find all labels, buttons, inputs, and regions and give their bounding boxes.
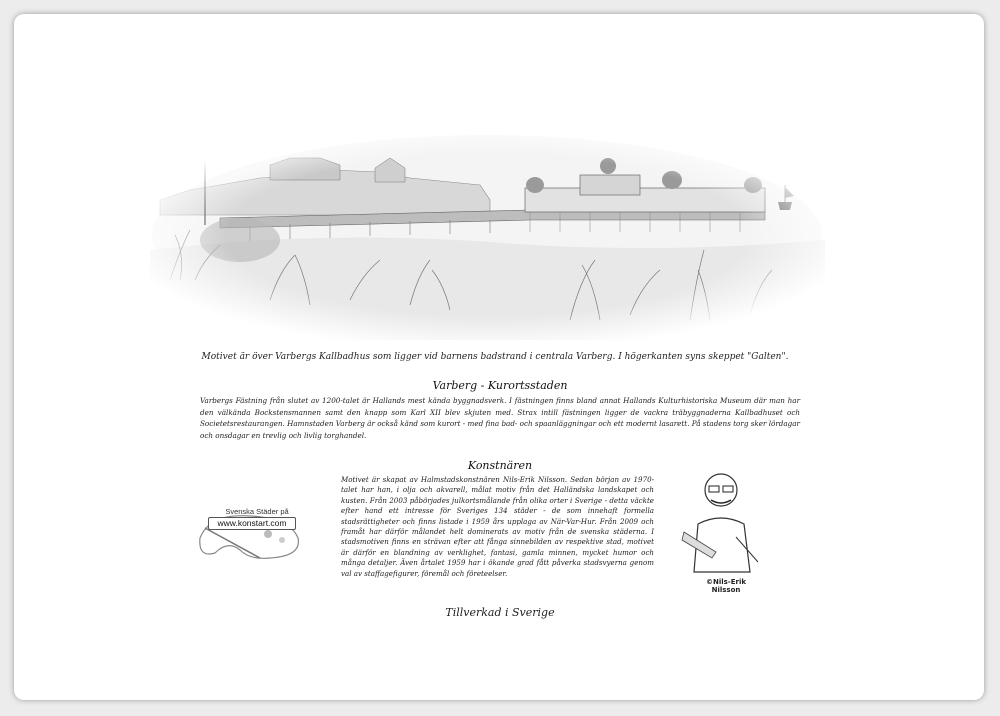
- artist-portrait-illustration: [676, 462, 766, 587]
- section-title-varberg: Varberg - Kurortsstaden: [432, 379, 568, 392]
- signature-line-2: Nilsson: [711, 586, 741, 594]
- section-body-varberg: Varbergs Fästning från slutet av 1200-talet är Hallands mest kända byggnadsverk. I fästningen finns bland annat Hallands Kulturhistoriska Museum där man har den välkända Bockstensmannen samt den knapp som Karl XII blev skjuten med. Strax intill fästningen ligger de vackra träbyggnaderna Kallbadhuset och Societetsrestaurangen. Hamnstaden Varberg är också känd som kurort - med fina bad- och spaanläggningar och ett modernt lasarett. På stadens torg sker lördagar och onsdagar en trevlig och livlig torghandel.: [200, 396, 800, 440]
- logo-tagline: Svenska Städer på: [225, 507, 289, 516]
- section-body-artist: Motivet är skapat av Halmstadskonstnären Nils-Erik Nilsson. Sedan början av 1970-talet har han, i olja och akvarell, målat motiv från det Halländska landskapet och kusten. Från 2003 påbörjades julkortsmålande från olika orter i Sverige - detta väckte efter hand ett intresse för Sveriges 134 städer - de som innehaft formella stadsrättigheter och finns listade i 1959 års upplaga av När-Var-Hur. Från 2009 och framåt har därför målandet helt dominerats av motiv från de svenska städerna. I stadsmotiven finns en strävan efter att fånga sinnebilden av respektive stad, motivet är därför en blandning av verklighet, fantasi, gamla minnen, mycket humor och många detaljer. Även årtalet 1959 har i ökande grad fått påverka stadsvyerna genom val av staffagefigurer, föremål och företeelser.: [341, 475, 654, 578]
- made-in-sweden-footer: Tillverkad i Sverige: [445, 606, 555, 619]
- artist-signature: [686, 578, 766, 594]
- signature-line-1: ©Nils-Erik: [705, 578, 747, 586]
- logo-url-link[interactable]: www.konstart.com: [208, 517, 296, 530]
- section-title-artist: Konstnären: [467, 459, 533, 472]
- illustration-caption: Motivet är över Varbergs Kallbadhus som ligger vid barnens badstrand i centrala Varberg. I högerkanten syns skeppet "Galten".: [201, 352, 789, 362]
- varberg-kallbadhus-illustration: [150, 130, 825, 340]
